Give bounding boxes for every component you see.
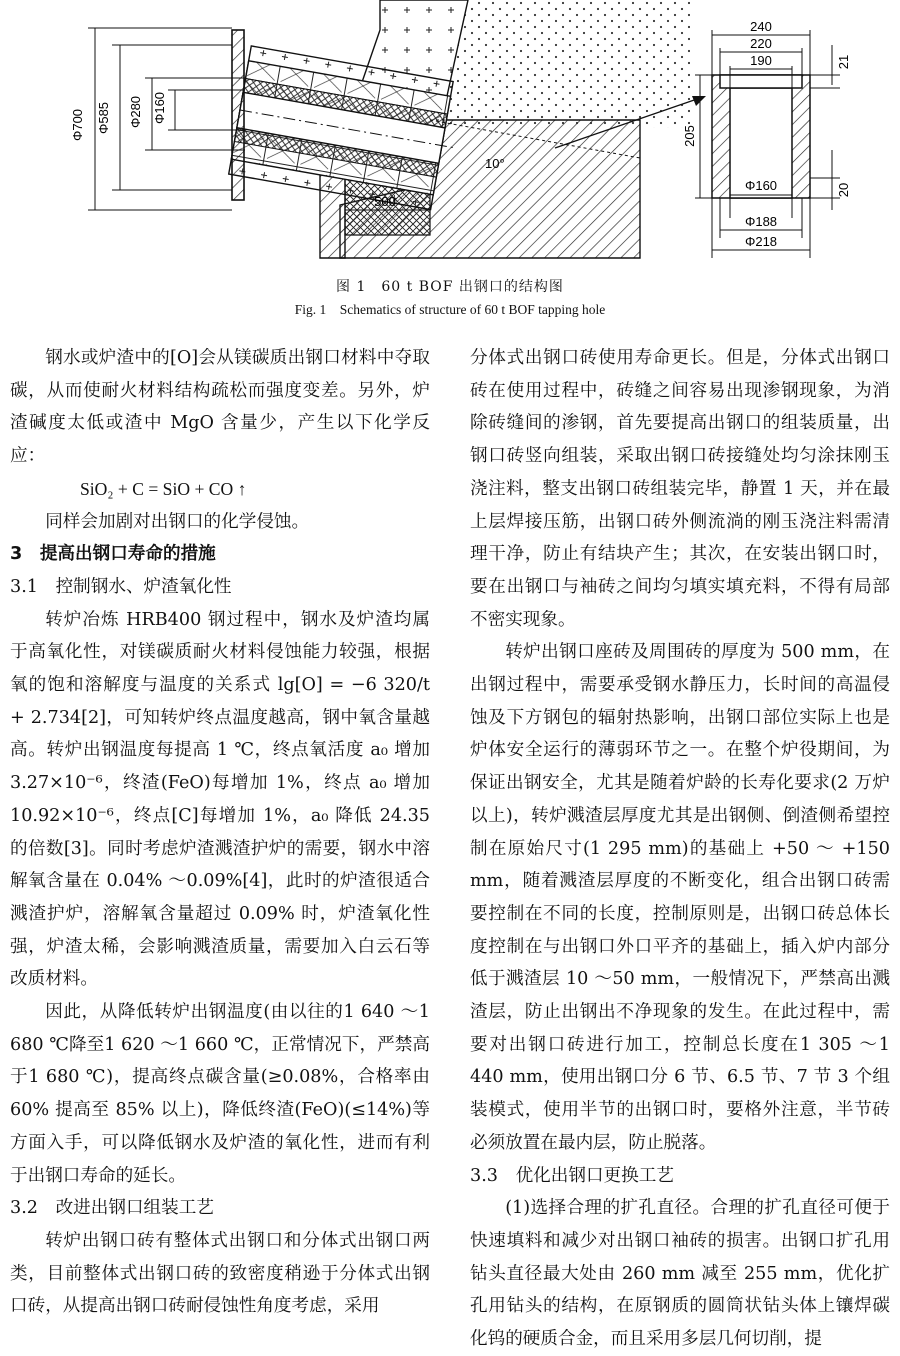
- dim-190: 190: [750, 53, 772, 68]
- figure-caption-cn: 图 1 60 t BOF 出钢口的结构图: [336, 279, 564, 295]
- paragraph: 因此，从降低转炉出钢温度(由以往的1 640 ～1 680 ℃降至1 620 ～1 660 ℃，正常情况下，严禁高于1 680 ℃)，提高终点碳含量(≥0.08%，合格率由60% 提高至 85% 以上)，降低终渣(FeO)(≤14%)等方面入手，可以降低钢水及炉渣的氧化性，进而有利于出钢口寿命的延长。: [10, 1002, 430, 1186]
- dim-240: 240: [750, 19, 772, 34]
- tapping-hole-drawing: [0, 0, 900, 270]
- subsection-heading: 3.2 改进出钢口组装工艺: [10, 1198, 214, 1219]
- dim-angle: 10°: [485, 156, 505, 171]
- paragraph: 转炉出钢口座砖及周围砖的厚度为 500 mm，在出钢过程中，需要承受钢水静压力，长时间的高温侵蚀及下方钢包的辐射热影响，出钢口部位实际上也是炉体安全运行的薄弱环节之一。在整个炉役期间，为保证出钢安全，尤其是随着炉龄的长寿化要求(2 万炉以上)，转炉溅渣层厚度尤其是出钢侧、倒渣侧希望控制在原始尺寸(1 295 mm)的基础上 +50 ～ +150 mm，随着溅渣层厚度的不断变化，组合出钢口砖需要控制在不同的长度，控制原则是，出钢口砖总体长度控制在与出钢口外口平齐的基础上，插入炉内部分低于溅渣层 10 ～50 mm，一般情况下，严禁高出溅渣层，防止出钢出不净现象的发生。在此过程中，需要对出钢口砖进行加工，控制总长度在1 305 ～1 440 mm，使用出钢口分 6 节、6.5 节、7 节 3 个组装模式，使用半节的出钢口时，要格外注意，半节砖必须放置在最内层，防止脱落。: [470, 642, 890, 1153]
- dim-d585: Φ585: [96, 101, 111, 135]
- furnace-interior: [440, 0, 690, 128]
- paragraph: 转炉冶炼 HRB400 钢过程中，钢水及炉渣均属于高氧化性，对镁碳质耐火材料侵蚀能力较强，根据氧的饱和溶解度与温度的关系式 lg[O] = −6 320/t + 2.734[2]，可知转炉终点温度越高，钢中氧含量越高。转炉出钢温度每提高 1 ℃，终点氧活度 a₀ 增加3.27×10⁻⁶，终渣(FeO)每增加 1%，终点 a₀ 增加 10.92×10⁻⁶，终点[C]每增加 1%，a₀ 降低 24.35 的倍数[3]。同时考虑炉渣溅渣护炉的需要，钢水中溶解氧含量在 0.04% ～0.09%[4]，此时的炉渣很适合溅渣护炉，溶解氧含量超过 0.09% 时，炉渣氧化性强，炉渣太稀，会影响溅渣质量，需要加入白云石等改质材料。: [10, 609, 430, 990]
- dim-21: 21: [836, 54, 851, 70]
- right-column: [470, 342, 890, 1356]
- chemical-equation: SiO₂ + C = SiO + CO ↑: [80, 478, 247, 499]
- paragraph: 转炉出钢口砖有整体式出钢口和分体式出钢口两类，目前整体式出钢口砖的致密度稍逊于分体式出钢口砖，从提高出钢口砖耐侵蚀性角度考虑，采用: [10, 1230, 430, 1317]
- paragraph: 分体式出钢口砖使用寿命更长。但是，分体式出钢口砖在使用过程中，砖缝之间容易出现渗钢现象，为消除砖缝间的渗钢，首先要提高出钢口的组装质量，出钢口砖竖向组装，采取出钢口砖接缝处均匀涂抹刚玉浇注料，整支出钢口砖组装完毕，静置 1 天，并在最上层焊接压筋，出钢口砖外侧流淌的刚玉浇注料需清理干净，防止有结块产生；其次，在安装出钢口时，要在出钢口与袖砖之间均匀填实填充料，不得有局部不密实现象。: [470, 348, 890, 630]
- section-heading: 3 提高出钢口寿命的措施: [10, 544, 216, 565]
- dim-d280: Φ280: [128, 95, 143, 129]
- dim-220: 220: [750, 36, 772, 51]
- left-column: [10, 342, 430, 1323]
- dim-d160: Φ160: [152, 91, 167, 125]
- figure-caption-en: Fig. 1 Schematics of structure of 60 t BOF tapping hole: [294, 302, 606, 317]
- dim-d160-right: Φ160: [744, 178, 778, 193]
- subsection-heading: 3.3 优化出钢口更换工艺: [470, 1165, 674, 1186]
- flange: [232, 30, 244, 200]
- paragraph: (1)选择合理的扩孔直径。合理的扩孔直径可便于快速填料和减少对出钢口袖砖的损害。出钢口扩孔用钻头直径最大处由 260 mm 减至 255 mm，优化扩孔用钻头的结构，在原钢质的圆筒状钻头体上镶焊碳化钨的硬质合金，而且采用多层几何切削，提: [470, 1198, 890, 1350]
- paragraph: 同样会加剧对出钢口的化学侵蚀。: [45, 511, 310, 532]
- subsection-heading: 3.1 控制钢水、炉渣氧化性: [10, 576, 232, 597]
- dim-205: 205: [682, 125, 697, 147]
- paragraph: 钢水或炉渣中的[O]会从镁碳质出钢口材料中夺取碳，从而使耐火材料结构疏松而强度变差。另外，炉渣碱度太低或渣中 MgO 含量少，产生以下化学反应：: [10, 348, 430, 467]
- dim-d188: Φ188: [744, 214, 778, 229]
- figure-1: [0, 0, 900, 330]
- dim-d218: Φ218: [744, 234, 778, 249]
- dim-d700: Φ700: [70, 108, 85, 142]
- dim-500: 500: [374, 194, 396, 209]
- dim-20: 20: [836, 182, 851, 198]
